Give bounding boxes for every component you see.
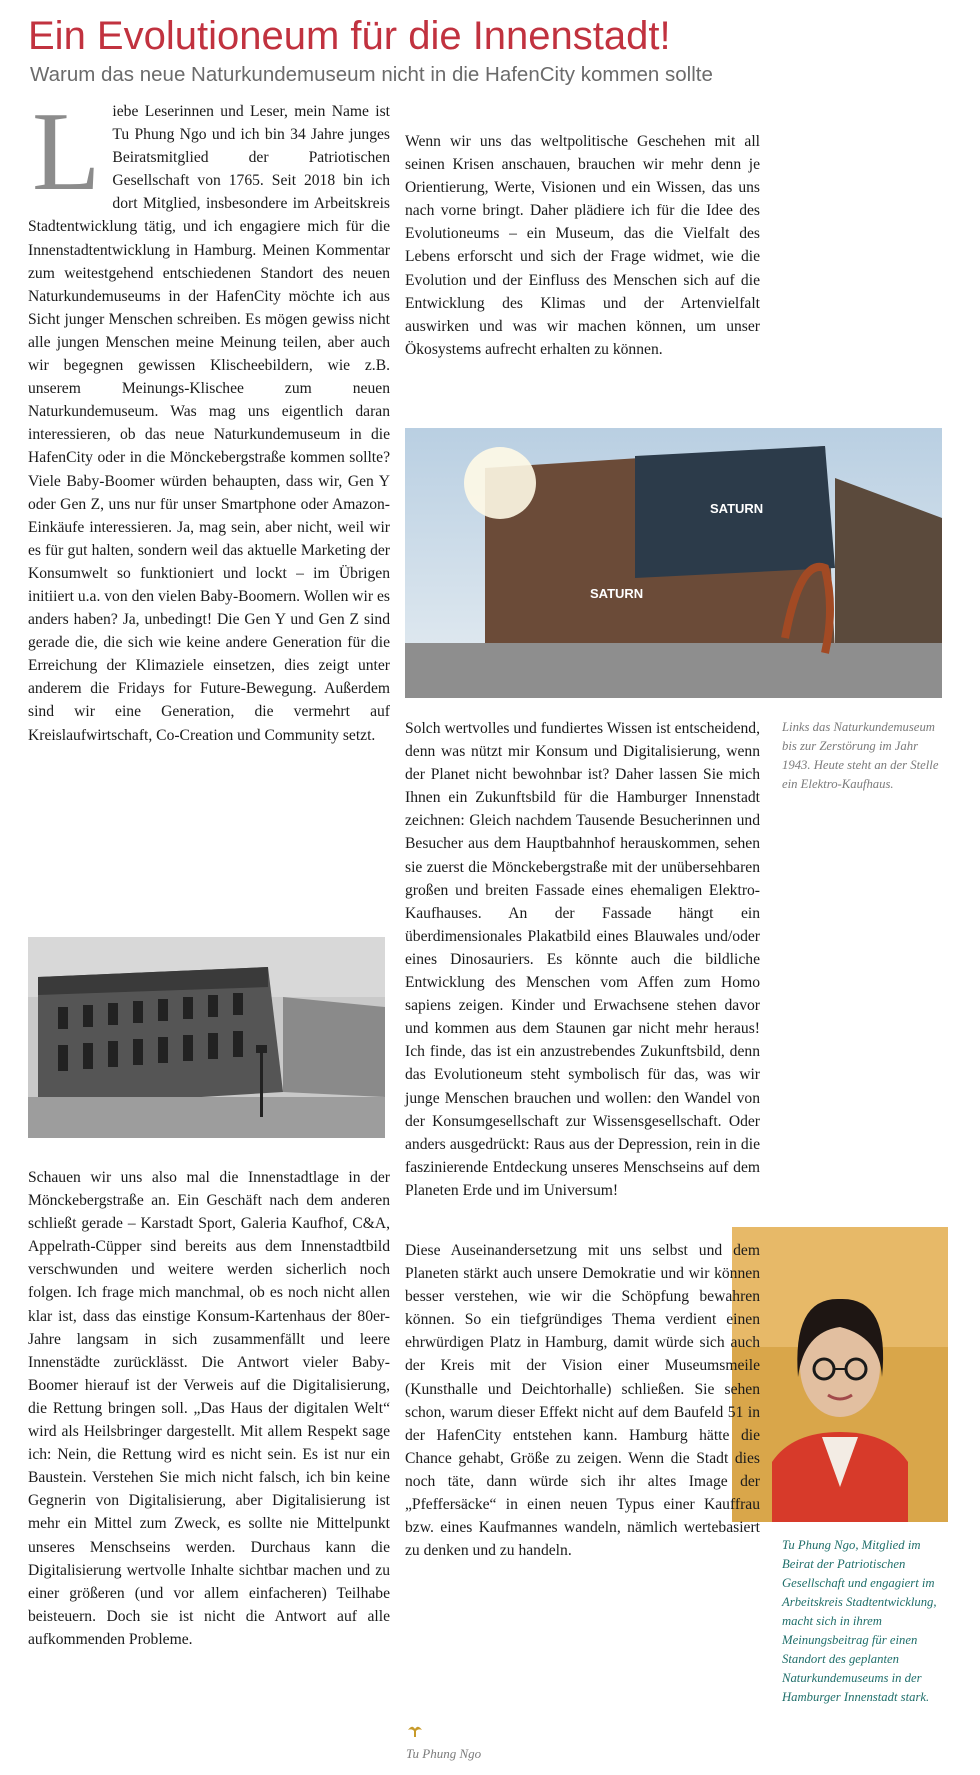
photo-caption-store: Links das Naturkundemuseum bis zur Zerstörung im Jahr 1943. Heute steht an der Stelle ein Elektro-Kaufhaus. xyxy=(782,720,939,791)
body-column-1-lower xyxy=(28,1166,390,1651)
store-sign-upper: SATURN xyxy=(710,501,764,516)
article-title: Ein Evolutioneum für die Innenstadt! xyxy=(28,14,671,58)
body-column-2-lower xyxy=(405,717,760,1202)
body-text-col1b: Schauen wir uns also mal die Innenstadtlage in der Mönckebergstraße an. Ein Geschäft nach dem anderen schließt gerade – Karstadt Sport, Galeria Kaufhof, C&A, Appelrath-Cüpper sind bereits aus dem Innenstadtbild verschwunden und weitere werden sicherlich noch folgen. Ich frage mich manchmal, ob es noch nicht allen klar ist, dass das einstige Konsum-Kartenhaus der 80er-Jahre langsam in sich zusammenfällt und leere Innenstädte zurücklässt. Die Antwort vieler Baby-Boomer hierauf ist der Verweis auf die Digitalisierung, die Rettung bringen soll. „Das Haus der digitalen Welt“ wird als Heilsbringer dargestellt. Mit allem Respekt sage ich: Nein, die Rettung wird es nicht sein. Es ist nur ein Baustein. Verstehen Sie mich nicht falsch, ich bin keine Gegnerin von Digitalisierung, aber Digitalisierung ist mehr ein Mittel zum Zweck, es sollte nie Mittelpunkt unseres Menschseins werden. Durchaus kann die Digitalisierung wertvolle Inhalte sichtbar machen und zu einer größeren (und vor allem einfacheren) Teilhabe beisteuern. Doch sie ist nicht die Antwort auf alle aufkommenden Probleme. xyxy=(28,1169,390,1648)
body-text-col2: Wenn wir uns das weltpolitische Geschehen mit all seinen Krisen anschauen, brauchen wir mehr denn je Orientierung, Werte, Visionen und ein Wissen, das uns nach vorne bringt. Daher plädiere ich für die Idee des Evolutioneums – ein Museum, das die Vielfalt des Lebens erforscht und sich der Frage widmet, wie die Evolution und der Einfluss des Menschen sich auf die Entwicklung des Klimas und der Artenvielfalt auswirken und was wir machen können, um unser Ökosystems aufrecht erhalten zu können. xyxy=(405,133,760,358)
body-text-col1: iebe Leserinnen und Leser, mein Name ist Tu Phung Ngo und ich bin 34 Jahre junges Beiratsmitglied der Patriotischen Gesellschaft von 1765. Seit 2018 bin ich dort Mitglied, insbesondere im Arbeitskreis Stadtentwicklung tätig, und ich engagiere mich für die Innenstadtentwicklung in Hamburg. Meinen Kommentar zum weitestgehend entschiedenen Standort des neuen Naturkundemuseums in der HafenCity möchte ich aus Sicht junger Menschen schreiben. Es mögen gewiss nicht alle jungen Menschen meine Meinung teilen, aber auch wir begegnen gewissen Klischeebildern, wie z.B. unserem Meinungs-Klischee zum neuen Naturkundemuseum. Was mag uns eigentlich daran interessieren, ob das neue Naturkundemuseum in die HafenCity oder in die Mönckebergstraße kommen sollte? Viele Baby-Boomer würden behaupten, dass wir, Gen Y oder Gen Z, uns nur für unser Smartphone oder Amazon-Einkäufe interessieren. Ja, mag sein, aber nicht, weil wir es für gut halten, sondern weil das aktuelle Marketing der Konsumwelt so funktioniert und lockt – im Übrigen initiiert u.a. von den vielen Baby-Boomern. Wollen wir es anders haben? Ja, unbedingt! Die Gen Y und Gen Z sind gerade die, die sich wie keine andere Generation für die Erreichung der Klimaziele einsetzen, dies zeigt unter anderem die Fridays for Future-Bewegung. Außerdem sind wir eine Generation, die vermehrt auf Kreislaufwirtschaft, Co-Creation und Community setzt. xyxy=(28,103,390,744)
saturn-store-photo xyxy=(405,428,942,698)
body-column-2-bottom xyxy=(405,1239,760,1562)
body-text-col2c: Diese Auseinandersetzung mit uns selbst und dem Planeten stärkt auch unsere Demokratie und wir können besser verstehen, wie wir die Schöpfung bewahren können. So ein tiefgründiges Thema verdient einen ehrwürdigen Platz in Hamburg, damit würde sich auch der Kreis mit der Vision einer Museumsmeile (Kunsthalle und Deichtorhalle) schließen. Sie sehen schon, warum dieser Effekt nicht auf dem Baufeld 51 in der HafenCity entstehen kann. Hamburg hätte die Chance gehabt, Größe zu zeigen. Wenn die Stadt dies noch täte, dann würde sich ihr altes Image der „Pfeffersäcke“ in einen neuen Typus einer Kauffrau bzw. eines Kaufmannes wandeln, nämlich wertebasiert zu denken und zu handeln. xyxy=(405,1242,760,1560)
author-signature: Tu Phung Ngo xyxy=(406,1746,482,1761)
body-text-col2b: Solch wertvolles und fundiertes Wissen ist entscheidend, denn was nützt mir Konsum und Digitalisierung, wenn der Planet nicht bewohnbar ist? Daher lassen Sie mich Ihnen ein Zukunftsbild für die Hamburger Innenstadt zeichnen: Gleich nachdem Tausende Besucherinnen und Besucher aus dem Hauptbahnhof herauskommen, sehen sie zuerst die Mönckebergstraße mit der unübersehbaren großen und breiten Fassade eines ehemaligen Elektro-Kaufhauses. An der Fassade hängt ein überdimensionales Plakatbild eines Blauwales und/oder eines Dinosauriers. Es könnte auch die bildliche Entwicklung des Menschen vom Affen zum Homo sapiens zeigen. Kinder und Erwachsene stehen davor und kommen aus dem Staunen gar nicht mehr heraus! Ich finde, das ist ein anzustrebendes Zukunftsbild, denn das Evolutioneum steht symbolisch für das, was wir junge Menschen brauchen und wollen: den Wandel von der Konsumgesellschaft zur Wissensgesellschaft. Oder anders ausgedrückt: Raus aus der Depression, rein in die faszinierende Entdeckung unseres Menschseins auf dem Planeten Erde und im Universum! xyxy=(405,720,760,1199)
body-column-2 xyxy=(405,130,760,361)
author-portrait-photo xyxy=(732,1227,948,1522)
body-column-1 xyxy=(28,90,390,747)
drop-cap: L xyxy=(32,90,101,214)
photo-caption-author: Tu Phung Ngo, Mitglied im Beirat der Patriotischen Gesellschaft und engagiert im Arbeitskreis Stadtentwicklung, macht sich in ihrem Meinungsbeitrag für einen Standort des geplanten Naturkundemuseums in der Hamburger Innenstadt stark. xyxy=(782,1538,937,1704)
signature-bird-icon xyxy=(406,1722,424,1738)
article-subtitle: Warum das neue Naturkundemuseum nicht in die HafenCity kommen sollte xyxy=(30,63,713,86)
historic-museum-photo xyxy=(28,937,385,1138)
store-sign-lower: SATURN xyxy=(590,586,644,601)
